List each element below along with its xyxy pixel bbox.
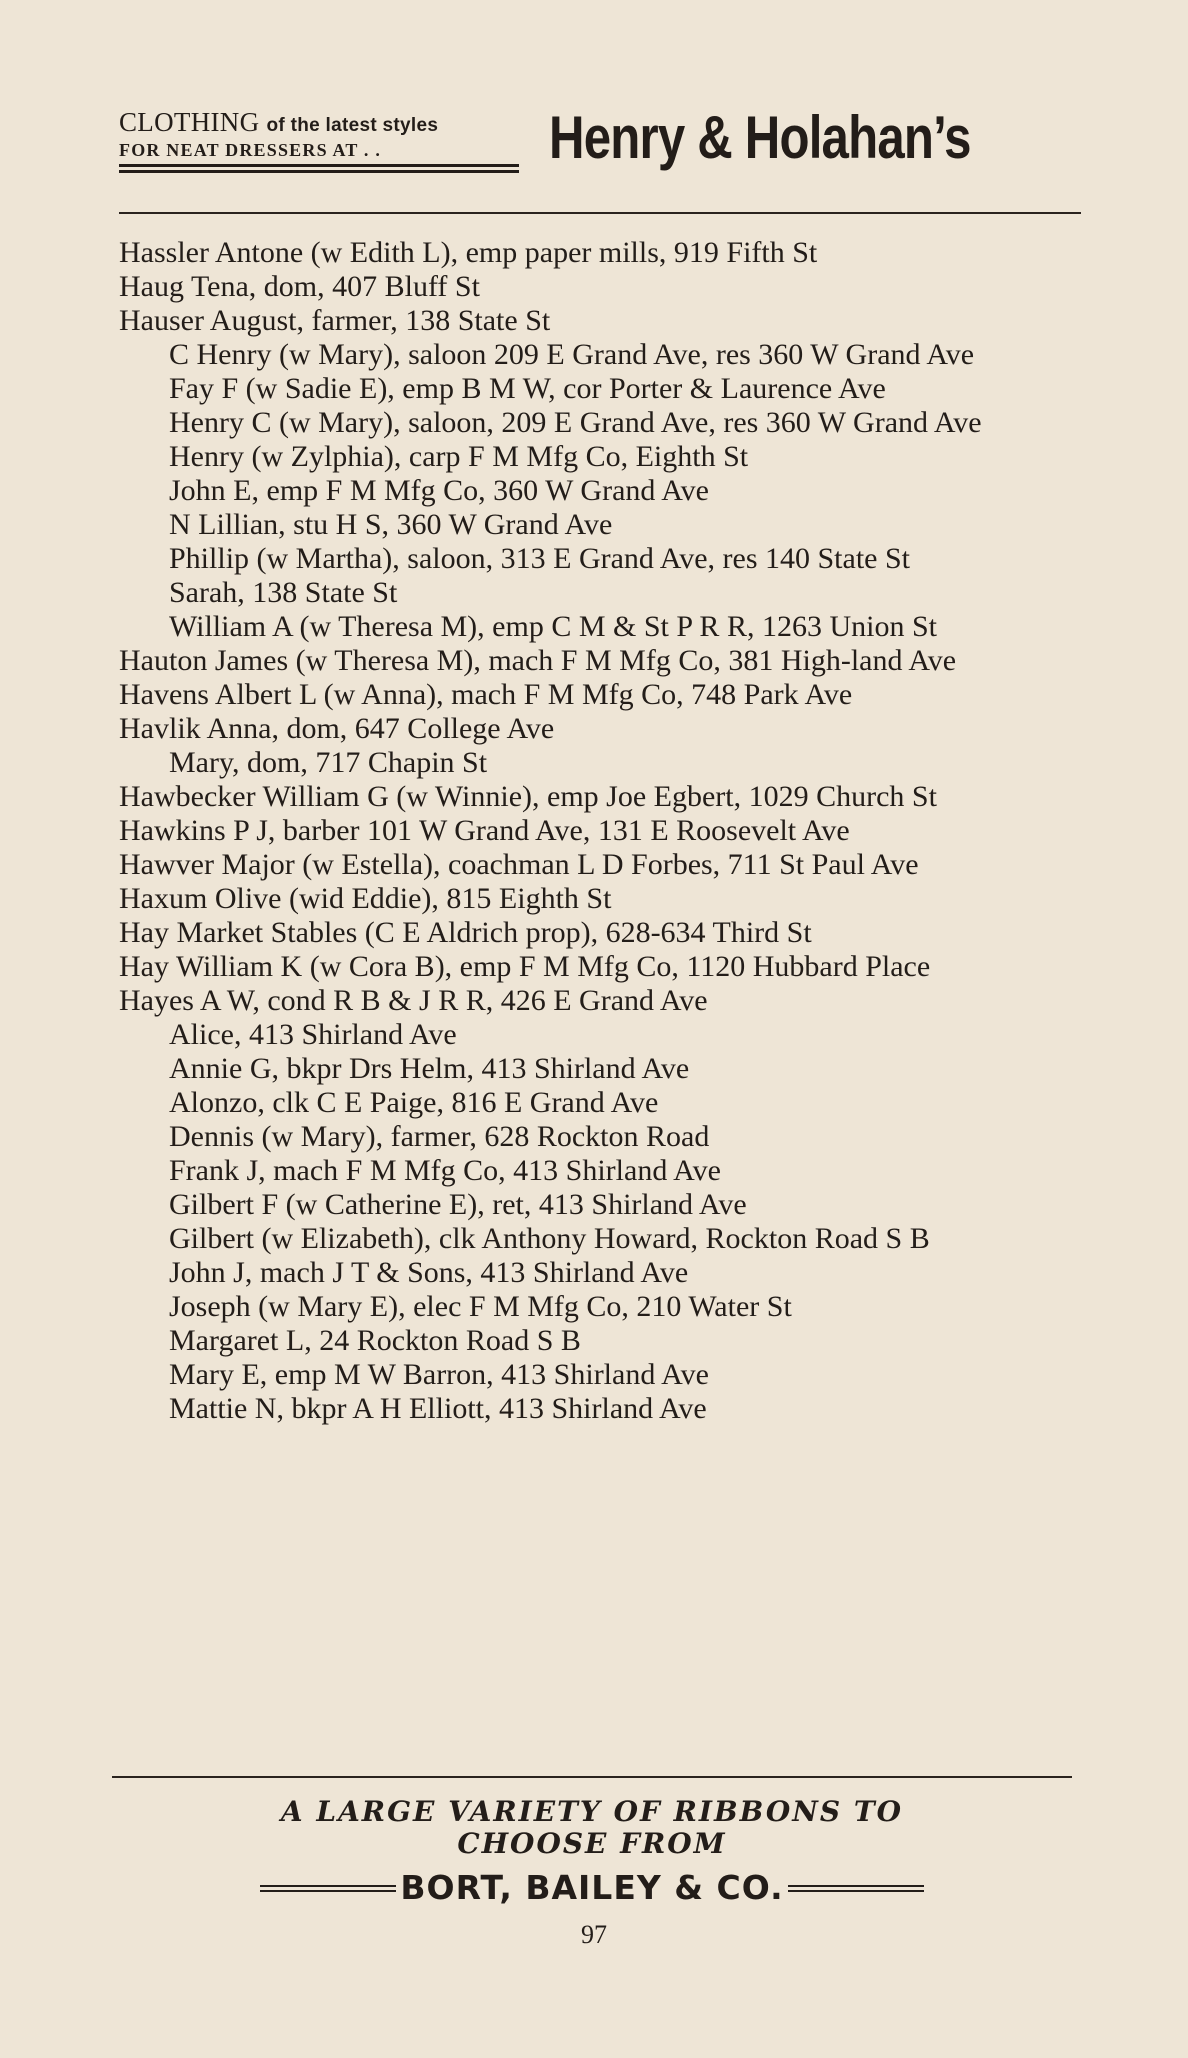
footer-ad-company-name: BORT, BAILEY & CO. [400, 1868, 784, 1907]
directory-sub-entry: Gilbert (w Elizabeth), clk Anthony Howard, Rockton Road S B [169, 1222, 930, 1255]
directory-entry: Hawbecker William G (w Winnie), emp Joe Egbert, 1029 Church St [119, 780, 937, 813]
header-advertisement [119, 100, 1079, 180]
directory-sub-entry: Sarah, 138 State St [169, 576, 398, 609]
directory-sub-entry: Henry (w Zylphia), carp F M Mfg Co, Eighth St [169, 440, 749, 473]
footer-ad-brand [112, 1868, 1072, 1908]
directory-entry: Havlik Anna, dom, 647 College Ave [119, 712, 555, 745]
directory-sub-entry: Alice, 413 Shirland Ave [169, 1018, 457, 1051]
header-ad-latest-styles: of the latest styles [266, 115, 439, 136]
directory-sub-entry: Henry C (w Mary), saloon, 209 E Grand Ave, res 360 W Grand Ave [169, 406, 982, 439]
directory-entry: Haxum Olive (wid Eddie), 815 Eighth St [119, 882, 612, 915]
directory-sub-entry: John J, mach J T & Sons, 413 Shirland Ave [169, 1256, 689, 1289]
directory-entry: Havens Albert L (w Anna), mach F M Mfg Co, 748 Park Ave [119, 678, 853, 711]
directory-sub-entry: Phillip (w Martha), saloon, 313 E Grand Ave, res 140 State St [169, 542, 911, 575]
directory-sub-entry: John E, emp F M Mfg Co, 360 W Grand Ave [169, 474, 709, 507]
directory-sub-entry: Mattie N, bkpr A H Elliott, 413 Shirland Ave [169, 1392, 707, 1425]
header-ad-line2: FOR NEAT DRESSERS AT . . [119, 140, 382, 160]
directory-entry: Hay Market Stables (C E Aldrich prop), 628-634 Third St [119, 916, 812, 949]
directory-entry: Hayes A W, cond R B & J R R, 426 E Grand Ave [119, 984, 708, 1017]
directory-sub-entry: Annie G, bkpr Drs Helm, 413 Shirland Ave [169, 1052, 690, 1085]
directory-sub-entry: C Henry (w Mary), saloon 209 E Grand Ave, res 360 W Grand Ave [169, 338, 975, 371]
bottom-divider [112, 1776, 1072, 1778]
page-number: 97 [581, 1920, 607, 1949]
directory-sub-entry: Frank J, mach F M Mfg Co, 413 Shirland Ave [169, 1154, 721, 1187]
header-ad-line1 [119, 108, 521, 140]
footer-ad-left-rule [260, 1885, 396, 1892]
header-ad-store-name: Henry & Holahan’s [549, 104, 971, 171]
directory-entries [119, 236, 1079, 1426]
footer-ad-right-rule [788, 1885, 924, 1892]
footer-ad-tagline-line1: A LARGE VARIETY OF RIBBONS TO [280, 1795, 904, 1828]
footer-advertisement [112, 1796, 1072, 1908]
header-ad-clothing: CLOTHING [119, 107, 260, 137]
header-ad-left-block [119, 108, 521, 176]
directory-sub-entry: Margaret L, 24 Rockton Road S B [169, 1324, 581, 1357]
directory-entry: Hassler Antone (w Edith L), emp paper mills, 919 Fifth St [119, 236, 818, 269]
directory-entry: Hauton James (w Theresa M), mach F M Mfg Co, 381 High-land Ave [119, 644, 957, 677]
directory-entry: Hay William K (w Cora B), emp F M Mfg Co, 1120 Hubbard Place [119, 950, 931, 983]
directory-sub-entry: Gilbert F (w Catherine E), ret, 413 Shirland Ave [169, 1188, 747, 1221]
directory-sub-entry: Joseph (w Mary E), elec F M Mfg Co, 210 Water St [169, 1290, 792, 1323]
header-ad-double-rule [119, 164, 519, 173]
directory-sub-entry: N Lillian, stu H S, 360 W Grand Ave [169, 508, 613, 541]
directory-sub-entry: William A (w Theresa M), emp C M & St P R R, 1263 Union St [169, 610, 937, 643]
directory-entry: Hawkins P J, barber 101 W Grand Ave, 131 E Roosevelt Ave [119, 814, 850, 847]
directory-sub-entry: Fay F (w Sadie E), emp B M W, cor Porter & Laurence Ave [169, 372, 886, 405]
directory-entry: Hawver Major (w Estella), coachman L D Forbes, 711 St Paul Ave [119, 848, 919, 881]
directory-sub-entry: Mary E, emp M W Barron, 413 Shirland Ave [169, 1358, 709, 1391]
directory-entry: Hauser August, farmer, 138 State St [119, 304, 551, 337]
top-divider [119, 212, 1081, 214]
directory-entry: Haug Tena, dom, 407 Bluff St [119, 270, 480, 303]
footer-ad-tagline-line2: CHOOSE FROM [457, 1827, 727, 1860]
directory-sub-entry: Alonzo, clk C E Paige, 816 E Grand Ave [169, 1086, 659, 1119]
directory-sub-entry: Mary, dom, 717 Chapin St [169, 746, 488, 779]
directory-sub-entry: Dennis (w Mary), farmer, 628 Rockton Road [169, 1120, 710, 1153]
